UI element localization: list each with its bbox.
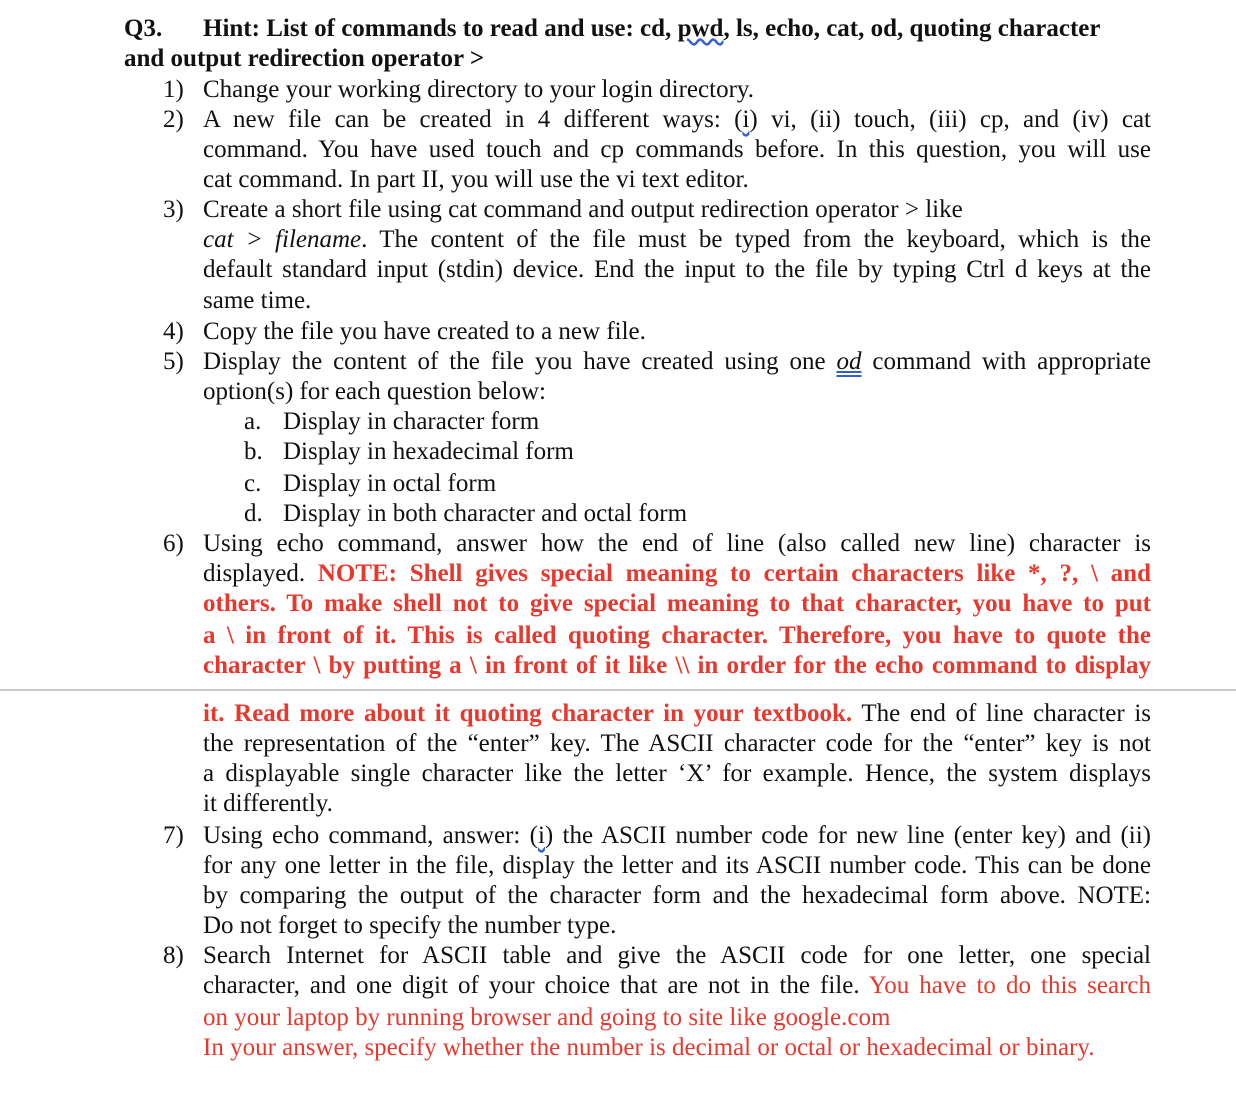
item-5-od: od xyxy=(836,348,862,375)
sub-a-letter: a. xyxy=(244,408,262,435)
item-7-l1-i: i xyxy=(537,822,545,849)
item-3-line-4: same time. xyxy=(203,287,312,314)
item-6-l2-black: displayed. xyxy=(203,560,318,587)
item-4-text: Copy the file you have created to a new file. xyxy=(203,318,646,345)
item-2-l1-i: i xyxy=(742,106,750,133)
item-1-text: Change your working directory to your login directory. xyxy=(203,76,755,103)
item-2-line-1 xyxy=(203,105,1151,135)
item-7-l1-a: Using echo command, answer: ( xyxy=(203,822,538,849)
item-6-line-5: character \ by putting a \ in front of it like \\ in order for the echo command to display xyxy=(203,652,1151,679)
item-6-line-9: it differently. xyxy=(203,790,333,817)
item-7-line-3: by comparing the output of the character form and the hexadecimal form above. NOTE: xyxy=(203,882,1151,909)
item-3-line-1: Create a short file using cat command and output redirection operator > like xyxy=(203,196,963,223)
item-6-line-1: Using echo command, answer how the end of line (also called new line) character is xyxy=(203,530,1151,557)
item-6-line-7: the representation of the “enter” key. The ASCII character code for the “enter” key is not xyxy=(203,730,1151,757)
item-3-l2-rest: . The content of the file must be typed from the keyboard, which is the xyxy=(361,226,1151,253)
item-2-line-2: command. You have used touch and cp commands before. In this question, you will use xyxy=(203,136,1151,163)
sub-a-text: Display in character form xyxy=(283,408,540,435)
item-6-line-2 xyxy=(203,559,1151,589)
sub-d-text: Display in both character and octal form xyxy=(283,500,688,527)
item-3-line-2 xyxy=(203,225,1151,255)
item-5-line-1 xyxy=(203,347,1151,377)
item-8-line-2 xyxy=(203,971,1151,1001)
item-2-l1-b: ) vi, (ii) touch, (iii) cp, and (iv) cat xyxy=(749,106,1151,133)
item-8-l2-red: You have to do this search xyxy=(868,972,1151,999)
item-2-line-3: cat command. In part II, you will use the vi text editor. xyxy=(203,166,749,193)
hint-pwd: pwd xyxy=(677,15,724,42)
sub-c-text: Display in octal form xyxy=(283,470,497,497)
item-8-line-4: In your answer, specify whether the number is decimal or octal or hexadecimal or binary. xyxy=(203,1034,1095,1061)
item-7-number: 7) xyxy=(163,822,184,849)
item-7-line-2: for any one letter in the file, display the letter and its ASCII number code. This can be done xyxy=(203,852,1151,879)
item-5-line-2: option(s) for each question below: xyxy=(203,378,546,405)
item-5-l1-a: Display the content of the file you have created using one xyxy=(203,348,837,375)
hint-prefix: Hint: List of commands to read and use: cd, xyxy=(203,15,678,42)
item-1-number: 1) xyxy=(163,76,184,103)
item-5-number: 5) xyxy=(163,348,184,375)
item-8-l2-black: character, and one digit of your choice that are not in the file. xyxy=(203,972,869,999)
item-3-number: 3) xyxy=(163,196,184,223)
hint-line-2: and output redirection operator > xyxy=(124,45,485,72)
item-6-line-3: others. To make shell not to give special meaning to that character, you have to put xyxy=(203,590,1151,617)
sub-b-text: Display in hexadecimal form xyxy=(283,438,574,465)
item-2-number: 2) xyxy=(163,106,184,133)
item-6-note-red: NOTE: Shell gives special meaning to certain characters like *, ?, \ and xyxy=(317,560,1151,587)
sub-c-letter: c. xyxy=(244,470,262,497)
item-3-cat-filename: cat > filename xyxy=(203,226,362,253)
item-3-line-3: default standard input (stdin) device. End the input to the file by typing Ctrl d keys at the xyxy=(203,256,1151,283)
item-7-l1-b: ) the ASCII number code for new line (enter key) and (ii) xyxy=(544,822,1152,849)
question-number xyxy=(124,14,162,44)
page-break-divider xyxy=(0,689,1236,691)
item-6-number: 6) xyxy=(163,530,184,557)
item-6-l6-black: The end of line character is xyxy=(852,700,1152,727)
item-8-number: 8) xyxy=(163,942,184,969)
item-7-line-1 xyxy=(203,821,1151,851)
sub-d-letter: d. xyxy=(244,500,263,527)
item-2-l1-a: A new file can be created in 4 different ways: ( xyxy=(203,106,743,133)
sub-b-letter: b. xyxy=(244,438,263,465)
item-6-line-4: a \ in front of it. This is called quoting character. Therefore, you have to quote the xyxy=(203,622,1151,649)
item-6-l6-red: it. Read more about it quoting character in your textbook. xyxy=(203,700,853,727)
question-label: Q3. xyxy=(124,15,163,42)
item-8-line-1: Search Internet for ASCII table and give the ASCII code for one letter, one special xyxy=(203,942,1151,969)
item-6-line-8: a displayable single character like the letter ‘X’ for example. Hence, the system displays xyxy=(203,760,1151,787)
item-4-number: 4) xyxy=(163,318,184,345)
item-7-line-4: Do not forget to specify the number type. xyxy=(203,912,617,939)
item-5-l1-b: command with appropriate xyxy=(861,348,1151,375)
hint-suffix: , ls, echo, cat, od, quoting character xyxy=(723,15,1101,42)
item-6-line-6 xyxy=(203,699,1151,729)
hint-line-1 xyxy=(203,14,1151,44)
item-8-line-3: on your laptop by running browser and going to site like google.com xyxy=(203,1004,891,1031)
